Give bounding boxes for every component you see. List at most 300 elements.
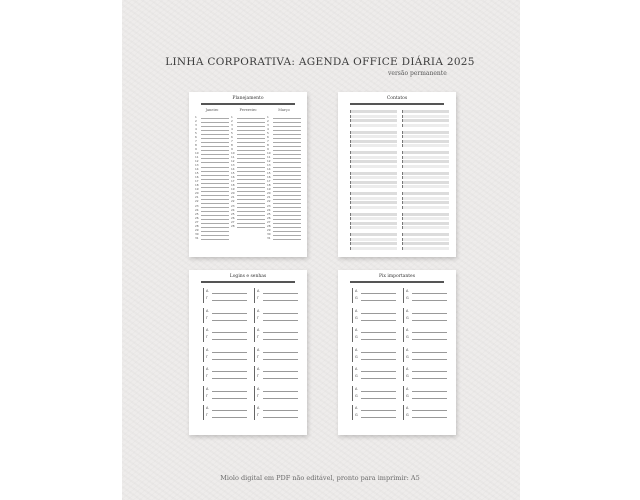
day-number: 18 xyxy=(231,183,235,188)
entry-block xyxy=(403,347,447,365)
write-line xyxy=(212,398,247,399)
contact-line xyxy=(402,165,449,168)
day-number: 22 xyxy=(195,199,199,204)
entry-marker xyxy=(254,308,255,323)
day-number: 13 xyxy=(195,163,199,168)
day-number: 4 xyxy=(231,126,233,131)
day-number: 22 xyxy=(267,199,271,204)
write-line xyxy=(361,391,396,392)
entry-label: A xyxy=(257,386,260,391)
write-line xyxy=(412,332,447,333)
day-number: 2 xyxy=(231,118,233,123)
day-number: 2 xyxy=(195,118,197,123)
day-number: 1 xyxy=(267,114,269,119)
day-number: 10 xyxy=(267,150,271,155)
entry-marker xyxy=(254,288,255,303)
day-number: 11 xyxy=(267,154,271,159)
contact-line xyxy=(402,226,449,229)
day-number: 16 xyxy=(195,175,199,180)
entry-block xyxy=(254,366,298,384)
contact-line xyxy=(350,213,397,216)
entry-marker xyxy=(203,308,204,323)
day-number: 19 xyxy=(231,187,235,192)
contact-line xyxy=(350,238,397,241)
write-line xyxy=(361,417,396,418)
day-number: 4 xyxy=(267,126,269,131)
write-line xyxy=(212,371,247,372)
day-number: 1 xyxy=(195,114,197,119)
entry-label: A xyxy=(206,289,209,293)
contact-line xyxy=(350,110,397,113)
contact-line xyxy=(402,242,449,245)
write-line xyxy=(212,417,247,418)
day-number: 15 xyxy=(195,171,199,176)
day-number: 22 xyxy=(231,199,235,204)
entry-label: Γ xyxy=(257,315,259,320)
entry-label: Γ xyxy=(206,413,208,417)
write-line xyxy=(412,410,447,411)
contact-line xyxy=(402,217,449,220)
day-number: 20 xyxy=(195,191,199,196)
contact-line xyxy=(350,201,397,204)
contact-line xyxy=(402,160,449,163)
entry-marker xyxy=(352,366,353,381)
contact-line xyxy=(350,115,397,118)
entry-block xyxy=(352,386,396,404)
contact-line xyxy=(402,119,449,122)
title-divider xyxy=(201,281,295,283)
contact-line xyxy=(402,140,449,143)
write-line xyxy=(361,378,396,379)
write-line xyxy=(263,300,298,301)
day-number: 3 xyxy=(231,122,233,127)
contact-line xyxy=(402,110,449,113)
write-line xyxy=(212,378,247,379)
day-number: 26 xyxy=(231,215,235,220)
write-line xyxy=(361,410,396,411)
day-number: 16 xyxy=(267,175,271,180)
write-line xyxy=(412,371,447,372)
day-number: 6 xyxy=(231,134,233,139)
contacts-page-title: Contatos xyxy=(386,96,408,101)
contact-line xyxy=(402,115,449,118)
entry-block xyxy=(203,308,247,326)
day-number: 28 xyxy=(195,223,199,228)
entry-block xyxy=(352,327,396,345)
entry-block xyxy=(254,308,298,326)
entry-block xyxy=(352,405,396,423)
entry-label: A xyxy=(406,347,409,352)
write-line xyxy=(263,417,298,418)
entry-label: A xyxy=(257,308,260,313)
column-header-month: Fevereiro xyxy=(239,108,257,112)
contact-line xyxy=(402,181,449,184)
entry-label: A xyxy=(355,406,358,410)
day-number: 25 xyxy=(231,211,235,216)
entry-block xyxy=(403,327,447,345)
day-number: 5 xyxy=(231,130,233,135)
write-line xyxy=(412,378,447,379)
entry-label: A xyxy=(355,328,358,332)
day-number: 20 xyxy=(267,191,271,196)
entry-label: G xyxy=(355,315,358,320)
textured-backdrop xyxy=(122,0,520,500)
write-line xyxy=(361,313,396,314)
day-number: 7 xyxy=(195,138,197,143)
logins-page-title: Logins e senhas xyxy=(229,274,267,279)
contact-line xyxy=(350,226,397,229)
entry-label: Γ xyxy=(206,335,208,339)
entry-block xyxy=(403,386,447,404)
day-number: 11 xyxy=(195,154,199,159)
write-line xyxy=(361,332,396,333)
entry-block xyxy=(254,327,298,345)
day-cell xyxy=(195,236,229,240)
entry-label: A xyxy=(257,289,260,293)
day-number: 26 xyxy=(267,215,271,220)
entry-marker xyxy=(254,386,255,401)
contact-line xyxy=(350,185,397,188)
day-number: 17 xyxy=(267,179,271,184)
entry-block xyxy=(203,288,247,306)
day-number: 15 xyxy=(267,171,271,176)
write-line xyxy=(212,352,247,353)
day-number: 10 xyxy=(195,150,199,155)
write-line xyxy=(412,391,447,392)
planner-page-pix xyxy=(338,270,456,435)
entry-label: G xyxy=(406,354,409,359)
day-number: 11 xyxy=(231,154,235,159)
entry-label: A xyxy=(355,289,358,293)
entry-block xyxy=(203,347,247,365)
entry-label: G xyxy=(355,296,358,300)
contact-line xyxy=(402,192,449,195)
contact-block xyxy=(402,110,449,127)
contact-block xyxy=(350,213,397,230)
entry-label: Γ xyxy=(206,393,208,398)
contact-line xyxy=(350,247,397,250)
entry-block xyxy=(203,327,247,345)
contact-block xyxy=(350,131,397,148)
write-line xyxy=(263,352,298,353)
entry-label: Γ xyxy=(257,296,259,300)
day-number: 24 xyxy=(195,207,199,212)
entry-marker xyxy=(352,405,353,420)
write-line xyxy=(212,300,247,301)
entry-marker xyxy=(403,308,404,323)
entry-label: A xyxy=(206,308,209,313)
day-number: 3 xyxy=(195,122,197,127)
day-number: 17 xyxy=(231,179,235,184)
contact-line xyxy=(402,144,449,147)
entry-marker xyxy=(203,386,204,401)
day-number: 27 xyxy=(195,219,199,224)
day-cell xyxy=(267,236,301,240)
contact-line xyxy=(402,151,449,154)
contact-line xyxy=(350,206,397,209)
entry-marker xyxy=(203,288,204,303)
contact-line xyxy=(350,233,397,236)
entry-label: Γ xyxy=(257,413,259,417)
entry-label: Γ xyxy=(206,354,208,359)
contact-block xyxy=(402,233,449,250)
write-line xyxy=(263,339,298,340)
column-header-month: Janeiro xyxy=(205,108,219,112)
write-line xyxy=(263,371,298,372)
write-line xyxy=(361,293,396,294)
entry-label: A xyxy=(206,347,209,352)
entry-marker xyxy=(254,405,255,420)
contact-line xyxy=(402,213,449,216)
entry-block xyxy=(203,366,247,384)
entry-label: A xyxy=(206,406,209,410)
write-line xyxy=(263,378,298,379)
planner-page-logins xyxy=(189,270,307,435)
contact-line xyxy=(350,217,397,220)
write-line xyxy=(361,371,396,372)
write-line xyxy=(412,359,447,360)
day-number: 17 xyxy=(195,179,199,184)
contact-line xyxy=(402,201,449,204)
day-number: 14 xyxy=(195,167,199,172)
contact-line xyxy=(350,135,397,138)
day-number: 13 xyxy=(267,163,271,168)
entry-label: A xyxy=(406,406,409,410)
entry-label: Γ xyxy=(257,335,259,339)
contact-line xyxy=(402,197,449,200)
day-number: 27 xyxy=(231,219,235,224)
day-number: 9 xyxy=(231,146,233,151)
write-line xyxy=(212,320,247,321)
day-number: 23 xyxy=(231,203,235,208)
write-line xyxy=(412,313,447,314)
page-subtitle: versão permanente xyxy=(388,70,447,77)
entry-block xyxy=(254,288,298,306)
entry-label: A xyxy=(206,367,209,371)
entry-block xyxy=(203,386,247,404)
contact-block xyxy=(402,172,449,189)
day-number: 29 xyxy=(195,227,199,232)
entry-marker xyxy=(403,288,404,303)
write-line xyxy=(273,239,301,240)
day-number: 18 xyxy=(267,183,271,188)
entry-block xyxy=(352,366,396,384)
entry-marker xyxy=(403,327,404,342)
write-line xyxy=(201,239,229,240)
day-number: 26 xyxy=(195,215,199,220)
day-number: 5 xyxy=(195,130,197,135)
contact-line xyxy=(402,131,449,134)
entry-label: A xyxy=(257,406,260,410)
day-number: 25 xyxy=(195,211,199,216)
day-number: 21 xyxy=(231,195,235,200)
day-number: 3 xyxy=(267,122,269,127)
day-number: 9 xyxy=(267,146,269,151)
write-line xyxy=(212,339,247,340)
contact-line xyxy=(402,176,449,179)
contact-line xyxy=(402,156,449,159)
entry-marker xyxy=(203,405,204,420)
day-number: 30 xyxy=(195,231,199,236)
entry-label: Γ xyxy=(257,393,259,398)
day-number: 10 xyxy=(231,150,235,155)
write-line xyxy=(412,320,447,321)
write-line xyxy=(263,359,298,360)
contact-line xyxy=(350,119,397,122)
entry-block xyxy=(254,405,298,423)
entry-label: Γ xyxy=(257,374,259,378)
write-line xyxy=(412,398,447,399)
contact-line xyxy=(350,160,397,163)
day-number: 7 xyxy=(267,138,269,143)
entry-marker xyxy=(254,366,255,381)
write-line xyxy=(212,313,247,314)
contact-line xyxy=(350,172,397,175)
column-header-month: Março xyxy=(278,108,290,112)
page-title: LINHA CORPORATIVA: AGENDA OFFICE DIÁRIA 2025 xyxy=(165,56,475,68)
entry-label: G xyxy=(355,335,358,339)
entry-label: Γ xyxy=(206,315,208,320)
write-line xyxy=(361,398,396,399)
entry-label: G xyxy=(406,393,409,398)
day-number: 19 xyxy=(195,187,199,192)
day-number: 6 xyxy=(195,134,197,139)
contact-line xyxy=(350,151,397,154)
write-line xyxy=(212,293,247,294)
entry-label: G xyxy=(406,374,409,378)
write-line xyxy=(263,410,298,411)
write-line xyxy=(361,339,396,340)
entry-marker xyxy=(203,347,204,362)
contact-block xyxy=(402,131,449,148)
write-line xyxy=(263,332,298,333)
entry-marker xyxy=(403,386,404,401)
day-number: 13 xyxy=(231,163,235,168)
entry-label: Γ xyxy=(257,354,259,359)
entry-marker xyxy=(403,405,404,420)
contact-block xyxy=(350,151,397,168)
planning-grid xyxy=(195,115,301,240)
entry-marker xyxy=(352,288,353,303)
write-line xyxy=(212,391,247,392)
title-divider xyxy=(350,281,444,283)
day-number: 15 xyxy=(231,171,235,176)
contact-line xyxy=(402,238,449,241)
entry-marker xyxy=(254,327,255,342)
day-number: 9 xyxy=(195,146,197,151)
entry-block xyxy=(403,308,447,326)
contact-line xyxy=(350,124,397,127)
entry-label: A xyxy=(355,347,358,352)
write-line xyxy=(412,352,447,353)
contact-block xyxy=(350,172,397,189)
write-line xyxy=(212,332,247,333)
day-number: 2 xyxy=(267,118,269,123)
entry-marker xyxy=(352,386,353,401)
entry-label: Γ xyxy=(206,296,208,300)
write-line xyxy=(412,300,447,301)
contact-line xyxy=(402,185,449,188)
planning-page-title: Planejamento xyxy=(232,96,264,101)
entry-label: A xyxy=(406,386,409,391)
contact-block xyxy=(402,151,449,168)
contact-block xyxy=(350,110,397,127)
day-number: 24 xyxy=(231,207,235,212)
day-number: 27 xyxy=(267,219,271,224)
write-line xyxy=(263,320,298,321)
entry-label: A xyxy=(206,386,209,391)
entry-marker xyxy=(352,327,353,342)
day-number: 20 xyxy=(231,191,235,196)
contact-block xyxy=(402,192,449,209)
entry-label: G xyxy=(406,413,409,417)
day-number: 12 xyxy=(231,159,235,164)
day-number: 8 xyxy=(231,142,233,147)
entry-block xyxy=(352,288,396,306)
day-number: 21 xyxy=(267,195,271,200)
write-line xyxy=(361,300,396,301)
write-line xyxy=(361,352,396,353)
day-number: 8 xyxy=(195,142,197,147)
write-line xyxy=(263,313,298,314)
entry-marker xyxy=(203,366,204,381)
entry-marker xyxy=(203,327,204,342)
entry-label: G xyxy=(355,393,358,398)
contact-line xyxy=(350,197,397,200)
title-divider xyxy=(350,103,444,105)
contact-line xyxy=(350,131,397,134)
entry-label: G xyxy=(355,374,358,378)
day-number: 31 xyxy=(195,235,199,240)
planner-page-planning xyxy=(189,92,307,257)
entry-block xyxy=(352,308,396,326)
planning-row xyxy=(195,236,301,240)
entry-label: A xyxy=(257,367,260,371)
day-number: 31 xyxy=(267,235,271,240)
write-line xyxy=(412,417,447,418)
contact-line xyxy=(350,192,397,195)
contact-line xyxy=(402,206,449,209)
contact-block xyxy=(402,213,449,230)
entry-label: Γ xyxy=(206,374,208,378)
day-number: 28 xyxy=(267,223,271,228)
entry-marker xyxy=(352,347,353,362)
entry-label: A xyxy=(406,367,409,371)
write-line xyxy=(212,410,247,411)
title-divider xyxy=(201,103,295,105)
entry-label: A xyxy=(355,367,358,371)
day-number: 25 xyxy=(267,211,271,216)
day-number: 6 xyxy=(267,134,269,139)
entry-label: A xyxy=(406,328,409,332)
entry-marker xyxy=(403,366,404,381)
day-number: 5 xyxy=(267,130,269,135)
entry-label: A xyxy=(355,386,358,391)
contact-line xyxy=(350,222,397,225)
entry-label: A xyxy=(406,308,409,313)
entry-block xyxy=(254,347,298,365)
contact-line xyxy=(402,172,449,175)
day-number: 14 xyxy=(267,167,271,172)
entry-block xyxy=(254,386,298,404)
contact-line xyxy=(402,124,449,127)
footer-note: Miolo digital em PDF não editável, pronto para imprimir: A5 xyxy=(220,474,420,482)
entry-block xyxy=(352,347,396,365)
contact-line xyxy=(402,233,449,236)
contact-line xyxy=(350,181,397,184)
write-line xyxy=(412,339,447,340)
entry-label: G xyxy=(355,413,358,417)
